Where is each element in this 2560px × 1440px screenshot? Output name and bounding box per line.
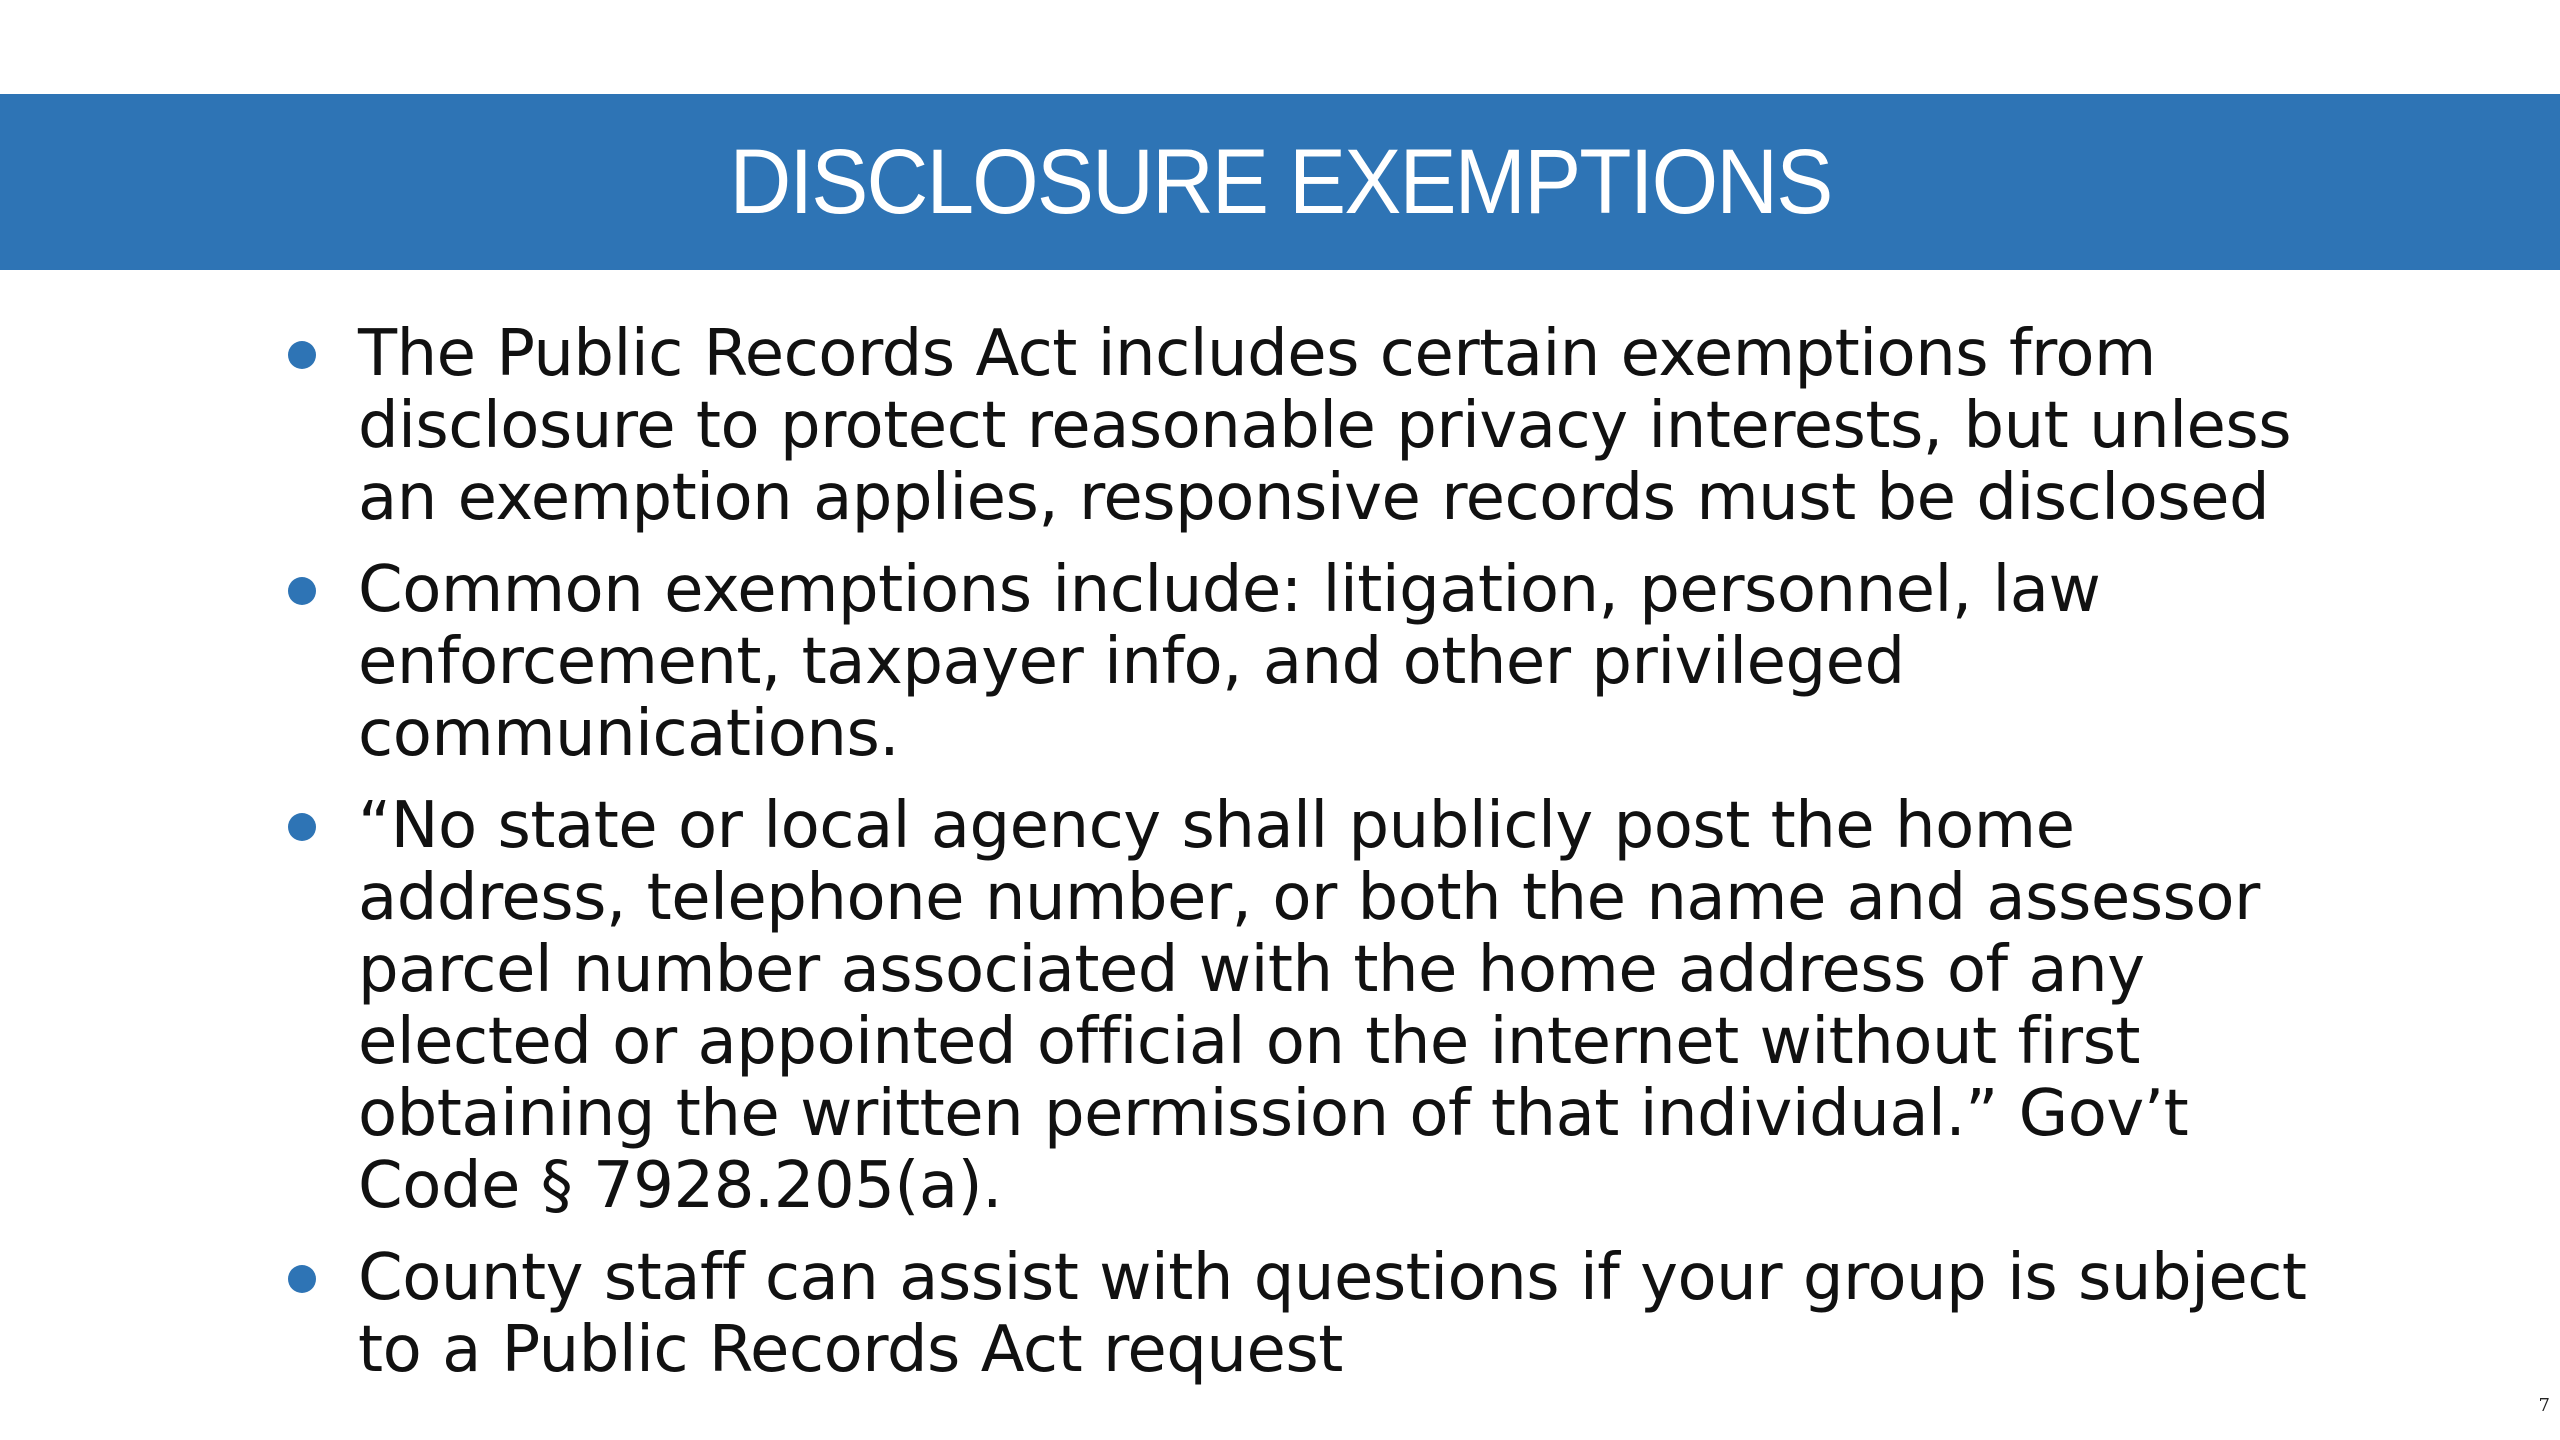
bullet-list [282, 318, 2342, 1406]
bullet-text: “No state or local agency shall publicly post the home address, telephone number, or both the name and assessor parcel number associated with the home address of any elected or appointed official on the internet without first obtaining the written permission of that individual.” Gov’t Code § 7928.205(a). [358, 789, 2260, 1223]
page-number: 7 [2538, 1395, 2550, 1416]
bullet-dot-icon [288, 341, 316, 369]
bullet-item [282, 790, 2342, 1222]
bullet-text: The Public Records Act includes certain exemptions from disclosure to protect reasonable privacy interests, but unless an exemption applies, responsive records must be disclosed [358, 317, 2292, 535]
bullet-dot-icon [288, 577, 316, 605]
bullet-item [282, 318, 2342, 534]
bullet-dot-icon [288, 1265, 316, 1293]
bullet-dot-icon [288, 813, 316, 841]
bullet-item [282, 1242, 2342, 1386]
slide-title: DISCLOSURE EXEMPTIONS [729, 131, 1831, 233]
bullet-text: County staff can assist with questions if your group is subject to a Public Records Act request [358, 1241, 2307, 1387]
title-band [0, 94, 2560, 270]
bullet-text: Common exemptions include: litigation, personnel, law enforcement, taxpayer info, and other privileged communications. [358, 553, 2101, 771]
bullet-item [282, 554, 2342, 770]
